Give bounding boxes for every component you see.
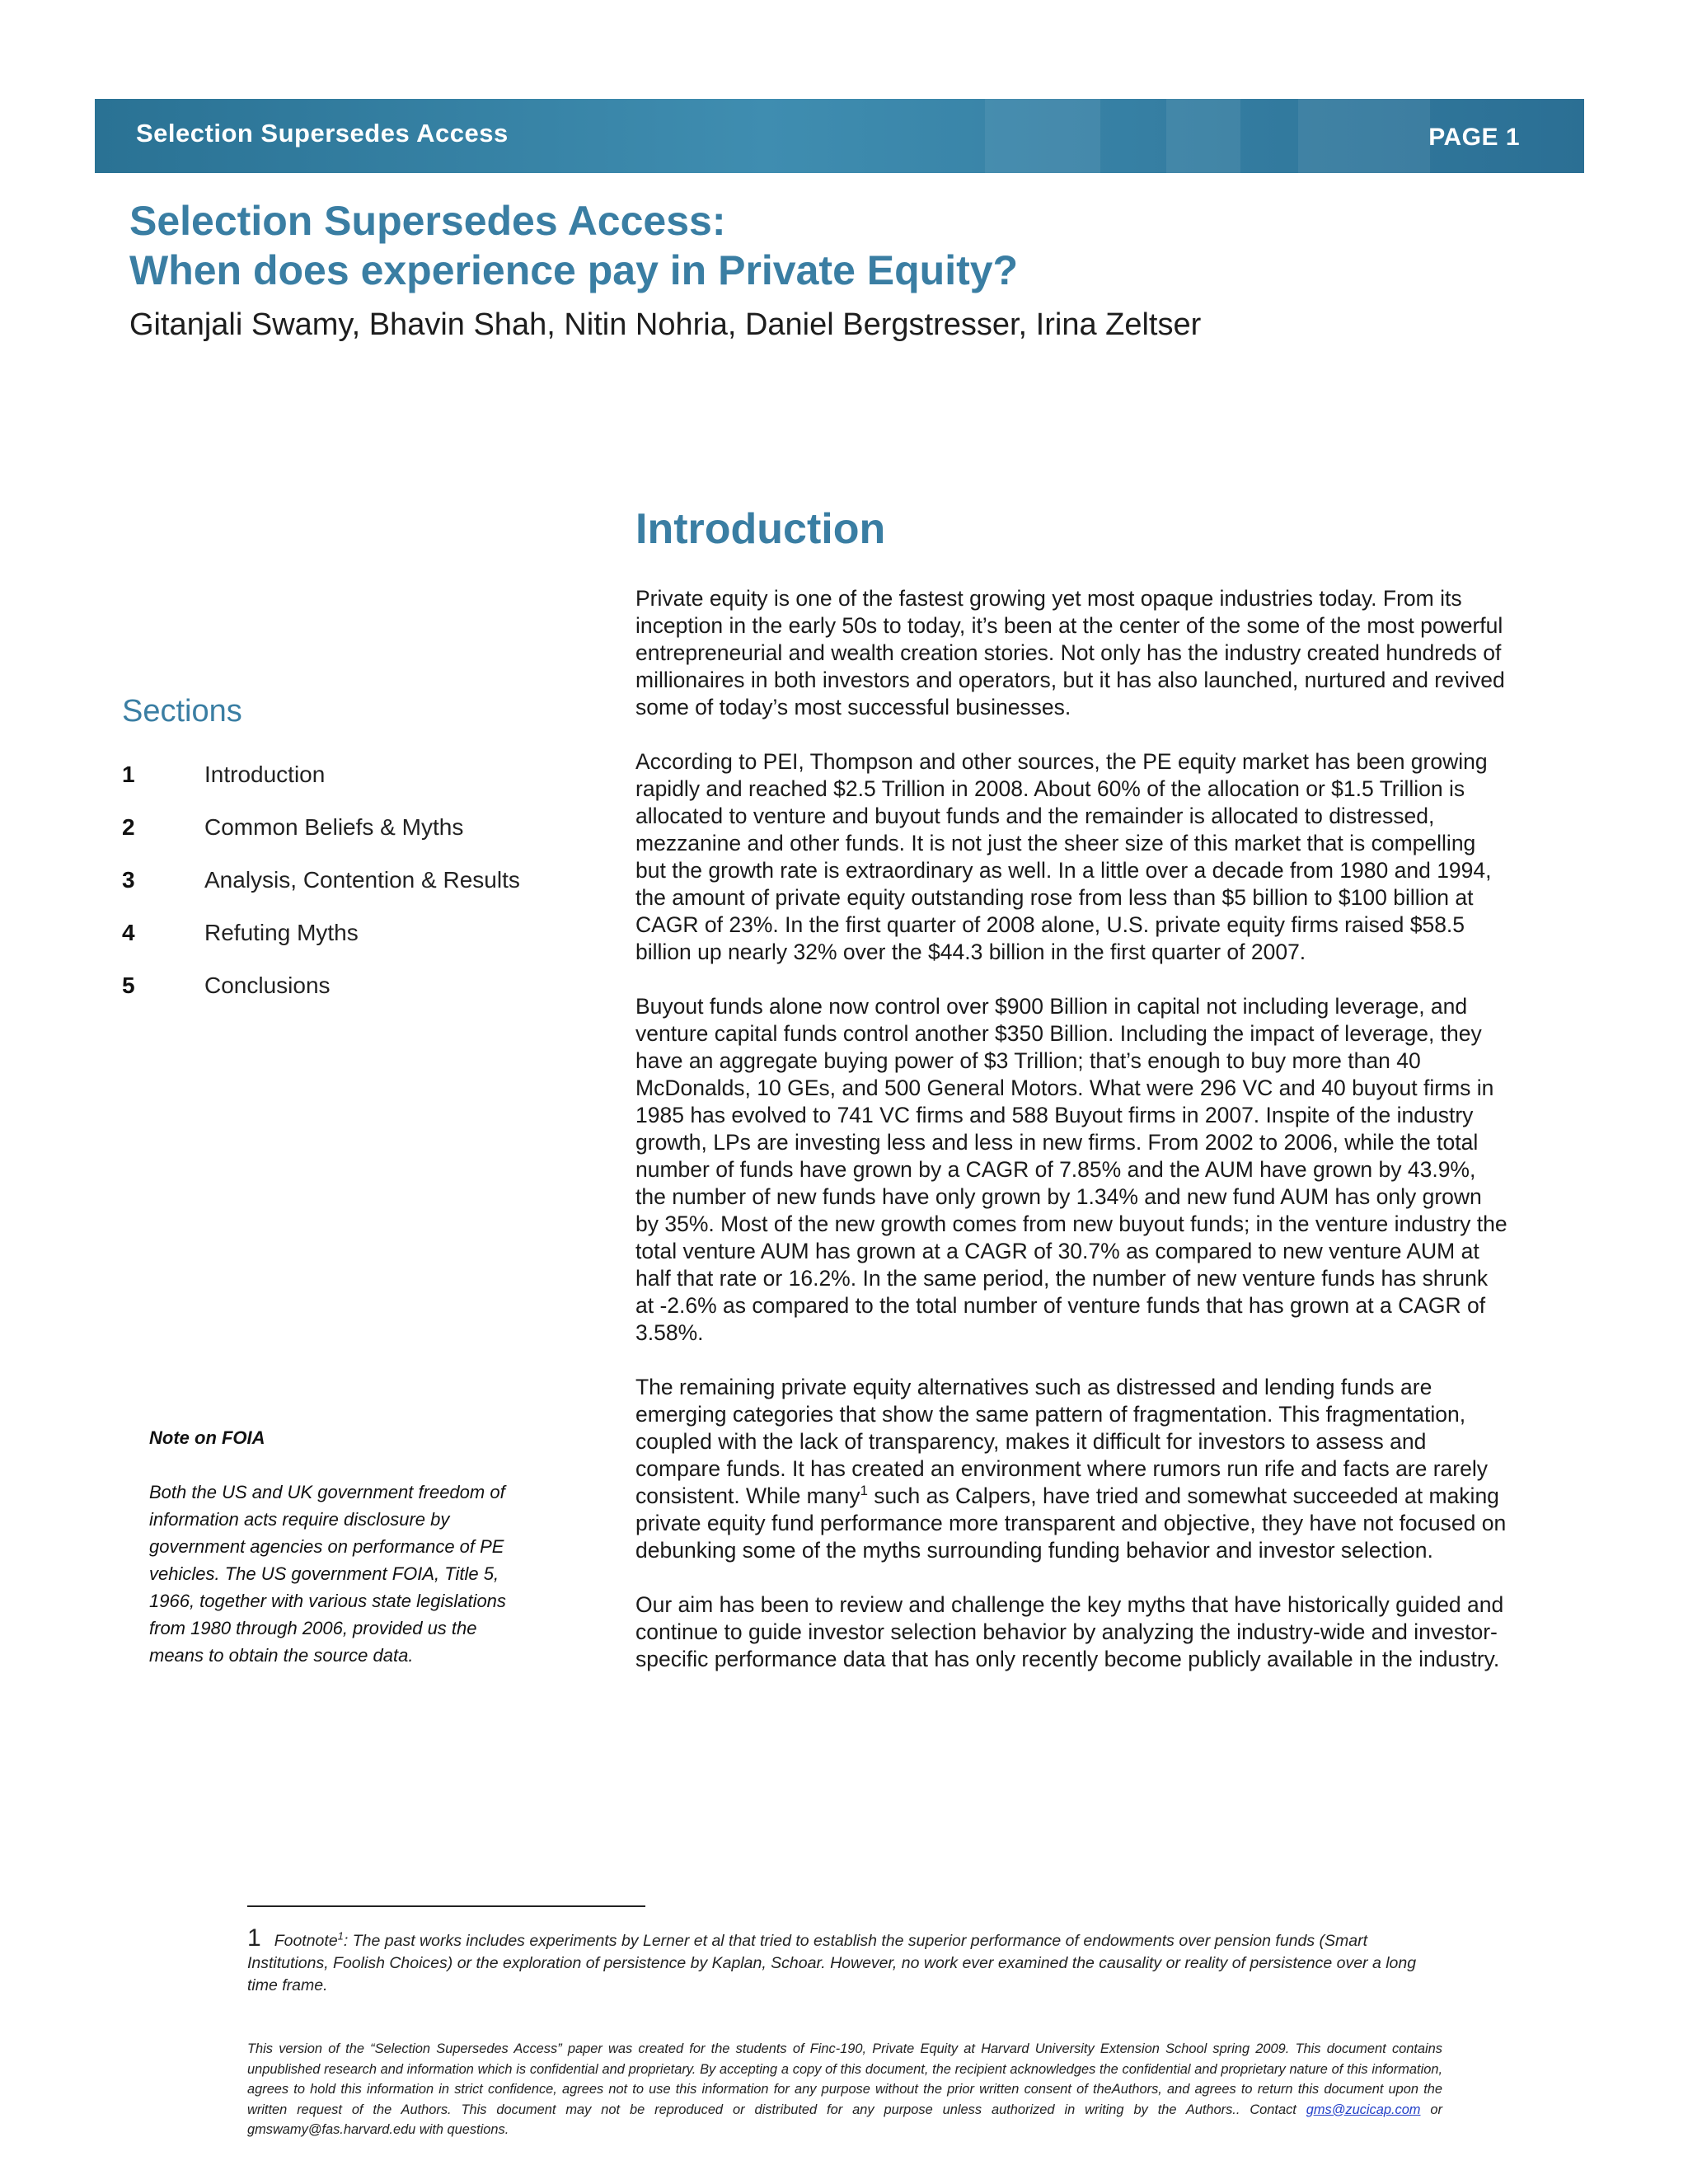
title-line-2: When does experience pay in Private Equity?	[129, 247, 1019, 293]
intro-paragraph-4-part-1: The remaining private equity alternatives such as distressed and lending funds are emerging categories that show the same pattern of fragmentation. This fragmentation, coupled with the lack of transparency, makes it difficult for investors to assess and compare funds. It has created an environment where rumors run rife and facts are rarely consistent. While many	[635, 1375, 1488, 1508]
sections-list	[122, 758, 617, 1022]
footnote-number: 1	[247, 1924, 261, 1952]
section-label: Conclusions	[204, 972, 331, 998]
section-number: 3	[122, 867, 135, 893]
disclaimer-text-end: or gmswamy@fas.harvard.edu with questions.	[247, 2102, 1442, 2137]
footnote	[247, 1924, 1442, 1997]
intro-paragraph-4	[635, 1374, 1511, 1564]
intro-paragraph-2: According to PEI, Thompson and other sources, the PE equity market has been growing rapidly and reached $2.5 Trillion in 2008. About 60% of the allocation or $1.5 Trillion is allocated to venture and buyout funds and the remainder is allocated to distressed, mezzanine and other funds. It is not just the sheer size of this market that is compelling but the growth rate is extraordinary as well. In a little over a decade from 1980 and 1994, the amount of private equity outstanding rose from less than $5 billion to $100 billion at CAGR of 23%. In the first quarter of 2008 alone, U.S. private equity firms raised $58.5 billion up nearly 32% over the $44.3 billion in the first quarter of 2007.	[635, 749, 1492, 964]
foia-note-title: Note on FOIA	[149, 1427, 265, 1448]
footnote-label-sup: 1	[337, 1929, 344, 1943]
authors: Gitanjali Swamy, Bhavin Shah, Nitin Nohria, Daniel Bergstresser, Irina Zeltser	[129, 307, 1202, 342]
footnote-divider	[247, 1905, 645, 1907]
section-label: Common Beliefs & Myths	[204, 814, 464, 840]
footnote-reference: 1	[860, 1483, 868, 1499]
intro-paragraph-5: Our aim has been to review and challenge the key myths that have historically guided and continue to guide investor selection behavior by analyzing the industry-wide and investor-specific performance data that has only recently become publicly available in the industry.	[635, 1592, 1504, 1671]
disclaimer-text: This version of the “Selection Supersedes Access” paper was created for the students of Finc-190, Private Equity at Harvard University Extension School spring 2009. This document contains unpublished research and information which is confidential and proprietary. By accepting a copy of this document, the recipient acknowledges the confidential and proprietary nature of this information, agrees to hold this information in strict confidence, agrees not to use this information for any purpose without the prior written consent of theAuthors, and agrees to return this document upon the written request of the Authors. This document may not be reproduced or distributed for any purpose unless authorized in writing by the Authors.. Contact	[247, 2041, 1442, 2117]
footnote-text: : The past works includes experiments by Lerner et al that tried to establish the superior performance of endowments over pension funds (Smart Institutions, Foolish Choices) or the exploration of persistence by Kaplan, Schoar. However, no work ever examined the causality or reality of persistence over a long time frame.	[247, 1932, 1417, 1994]
intro-paragraph-1: Private equity is one of the fastest growing yet most opaque industries today. From its inception in the early 50s to today, it’s been at the center of the some of the most powerful entrepreneurial and wealth creation stories. Not only has the industry created hundreds of millionaires in both investors and operators, but it has also launched, nurtured and revived some of today’s most successful businesses.	[635, 586, 1505, 719]
foia-note-body: Both the US and UK government freedom of information acts require disclosure by government agencies on performance of PE vehicles. The US government FOIA, Title 5, 1966, together with various state legislations from 1980 through 2006, provided us the means to obtain the source data.	[149, 1482, 506, 1666]
section-label: Analysis, Contention & Results	[204, 867, 520, 893]
introduction-heading: Introduction	[635, 505, 886, 553]
sections-heading: Sections	[122, 694, 242, 729]
section-item-common-beliefs	[122, 811, 617, 864]
banner-title: Selection Supersedes Access	[136, 119, 509, 148]
document-title	[129, 196, 1018, 295]
confidentiality-disclaimer	[247, 2039, 1442, 2140]
introduction-body	[635, 585, 1511, 1700]
section-number: 1	[122, 762, 135, 787]
section-label: Refuting Myths	[204, 920, 359, 945]
section-number: 5	[122, 972, 135, 998]
footnote-label: Footnote	[274, 1932, 338, 1950]
intro-paragraph-3: Buyout funds alone now control over $900 Billion in capital not including leverage, and venture capital funds control another $350 Billion. Including the impact of leverage, they have an aggregate buying power of $3 Trillion; that’s enough to buy more than 40 McDonalds, 10 GEs, and 500 General Motors. What were 296 VC and 40 buyout firms in 1985 has evolved to 741 VC firms and 588 Buyout firms in 2007. Inspite of the industry growth, LPs are investing less and less in new firms. From 2002 to 2006, while the total number of funds have grown by a CAGR of 7.85% and the AUM have grown by 43.9%, the number of new funds have only grown by 1.34% and new fund AUM has only grown by 35%. Most of the new growth comes from new buyout funds; in the venture industry the total venture AUM has grown at a CAGR of 30.7% as compared to new venture AUM at half that rate or 16.2%. In the same period, the number of new venture funds has shrunk at -2.6% as compared to the total number of venture funds that has grown at a CAGR of 3.58%.	[635, 994, 1507, 1345]
section-item-conclusions	[122, 969, 617, 1022]
section-item-introduction	[122, 758, 617, 811]
page-number: PAGE 1	[1428, 124, 1520, 151]
contact-email-link[interactable]: gms@zucicap.com	[1306, 2102, 1421, 2117]
section-item-refuting-myths	[122, 916, 617, 969]
section-number: 4	[122, 920, 135, 945]
header-banner	[95, 99, 1584, 173]
intro-paragraph-4-part-2: such as Calpers, have tried and somewhat succeeded at making private equity fund performance more transparent and objective, they have not focused on debunking some of the myths surrounding funding behavior and investor selection.	[635, 1483, 1507, 1563]
section-number: 2	[122, 814, 135, 840]
foia-note	[149, 1424, 512, 1669]
section-item-analysis	[122, 864, 617, 916]
title-line-1: Selection Supersedes Access:	[129, 198, 726, 244]
section-label: Introduction	[204, 762, 326, 787]
